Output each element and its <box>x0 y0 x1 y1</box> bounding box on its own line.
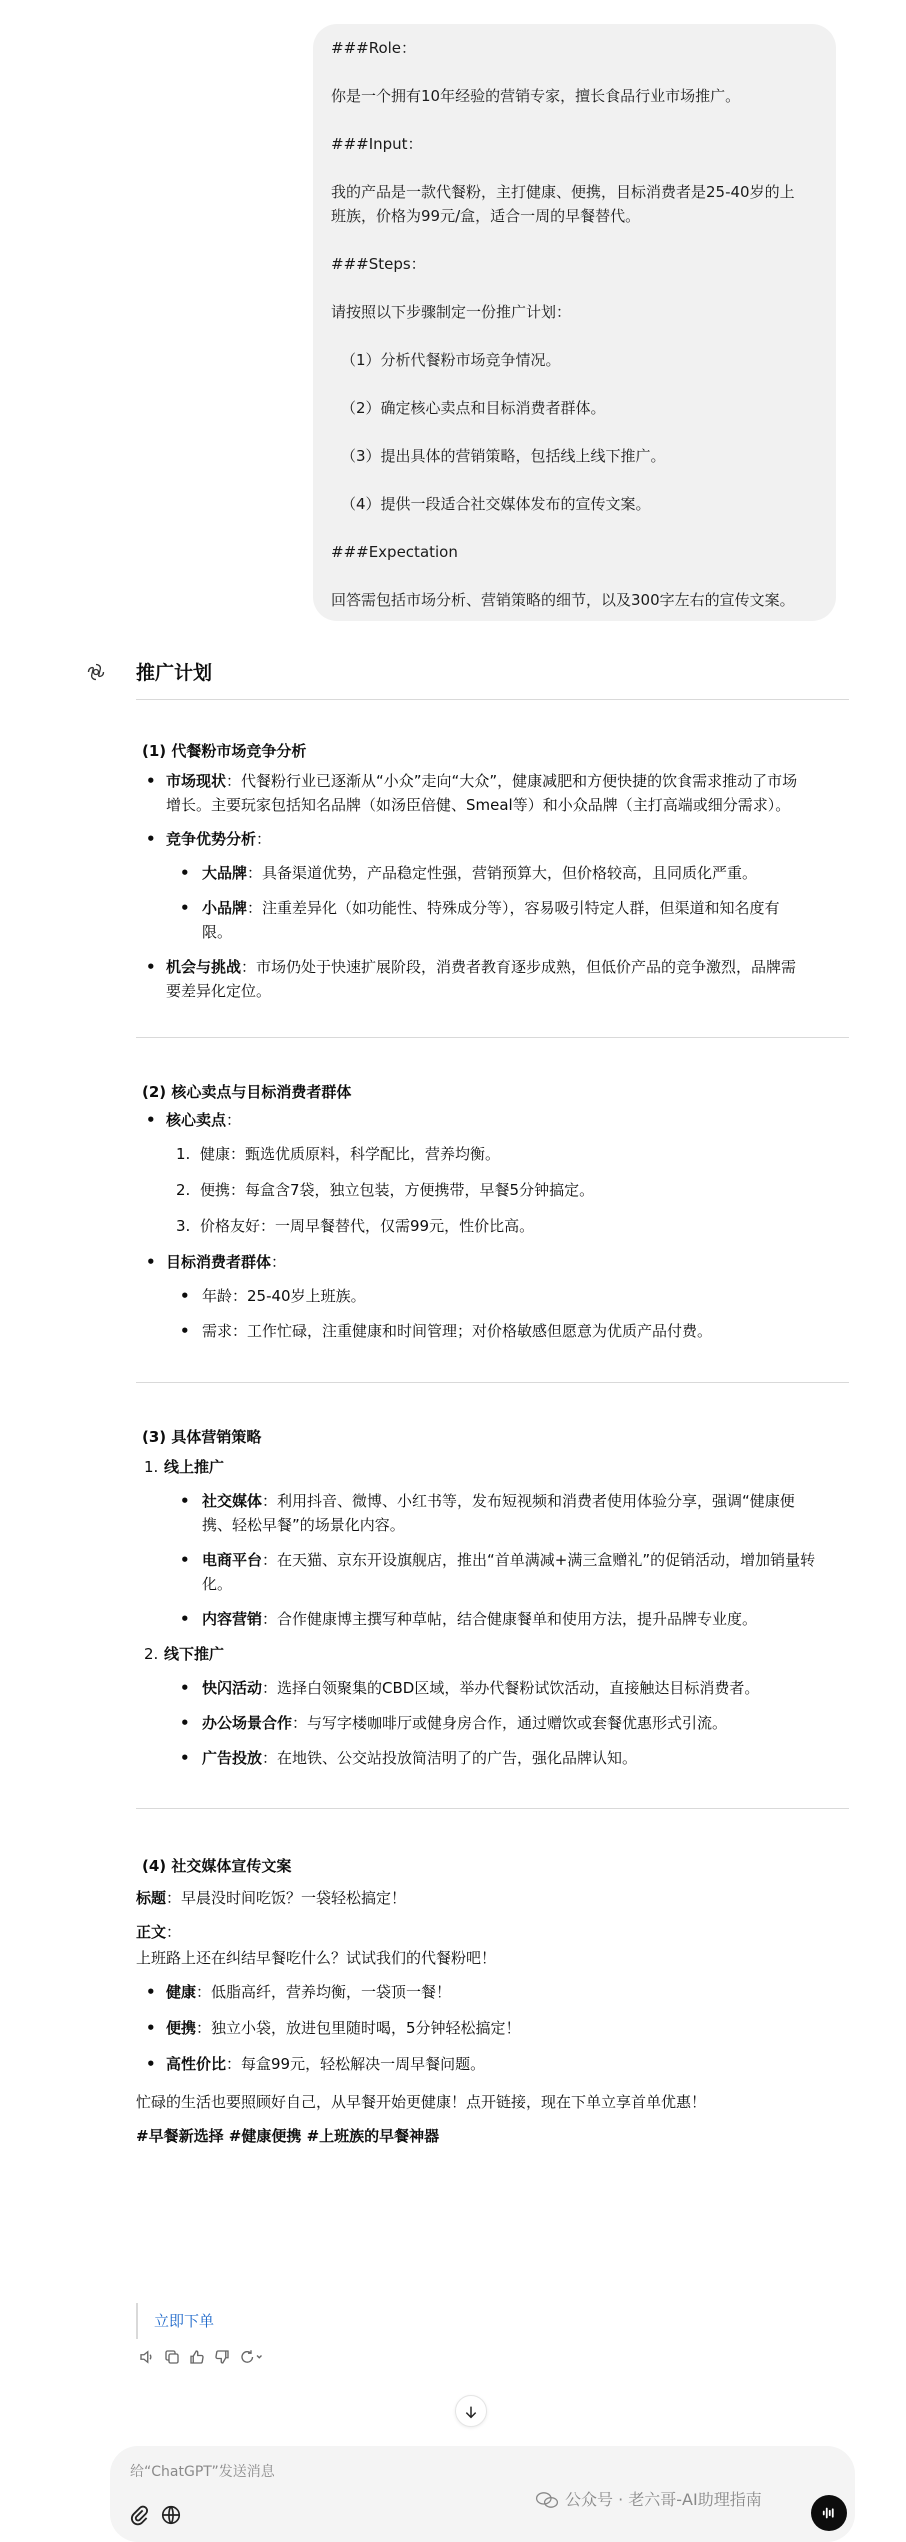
item-label: 健康 <box>166 1983 197 2001</box>
message-actions <box>138 2348 264 2366</box>
item-text: 要差异化定位。 <box>166 982 272 1000</box>
list-item: • 健康：低脂高纤，营养均衡，一袋顶一餐！ <box>146 1983 452 2001</box>
item-text: ：早晨没时间吃饭？一袋轻松搞定！ <box>166 1889 407 1907</box>
numbered-item: 1. 健康：甄选优质原料，科学配比，营养均衡。 <box>176 1145 501 1163</box>
user-line: （4）提供一段适合社交媒体发布的宣传文案。 <box>341 495 651 513</box>
user-message-bubble <box>313 24 836 621</box>
user-line: 我的产品是一款代餐粉，主打健康、便携，目标消费者是25-40岁的上 <box>331 183 795 201</box>
item-label: 机会与挑战 <box>166 958 242 976</box>
item-label: 小品牌 <box>202 899 248 917</box>
item-label: 线上推广 <box>164 1458 225 1476</box>
item-text: ： <box>226 1111 242 1129</box>
watermark-text: 公众号 · 老六哥-AI助理指南 <box>565 2490 762 2509</box>
user-line: （2）确定核心卖点和目标消费者群体。 <box>341 399 606 417</box>
refresh-icon[interactable] <box>238 2348 264 2366</box>
item-text: ：具备渠道优势，产品稳定性强，营销预算大，但价格较高，且同质化严重。 <box>247 864 758 882</box>
user-line: （1）分析代餐粉市场竞争情况。 <box>341 351 561 369</box>
copy-closing: 忙碌的生活也要照顾好自己，从早餐开始更健康！点开链接，现在下单立享首单优惠！ <box>136 2093 707 2111</box>
item-text: ：在天猫、京东开设旗舰店，推出“首单满减+满三盒赠礼”的促销活动，增加销量转 <box>262 1551 816 1569</box>
item-text: ：注重差异化（如功能性、特殊成分等），容易吸引特定人群，但渠道和知名度有 <box>247 899 780 917</box>
user-line: ###Input： <box>331 135 423 153</box>
numbered-item: 2. 线下推广 <box>144 1645 225 1663</box>
user-line: 请按照以下步骤制定一份推广计划： <box>331 303 572 321</box>
sub-list-item: • 电商平台：在天猫、京东开设旗舰店，推出“首单满减+满三盒赠礼”的促销活动，增加销量转 化。 <box>136 1548 849 1596</box>
sub-list-item: • 大品牌：具备渠道优势，产品稳定性强，营销预算大，但价格较高，且同质化严重。 <box>180 864 758 882</box>
user-line: （3）提出具体的营销策略，包括线上线下推广。 <box>341 447 666 465</box>
item-text: ：合作健康博主撰写种草帖，结合健康餐单和使用方法，提升品牌专业度。 <box>262 1610 758 1628</box>
copy-headline <box>136 1886 849 1910</box>
item-text: ：每盒99元，轻松解决一周早餐问题。 <box>226 2055 486 2073</box>
divider <box>136 699 849 700</box>
section-market-analysis <box>136 739 849 1003</box>
item-text: 健康：甄选优质原料，科学配比，营养均衡。 <box>200 1145 501 1163</box>
wechat-icon <box>535 2490 559 2510</box>
sub-list-item: • 广告投放：在地铁、公交站投放简洁明了的广告，强化品牌认知。 <box>180 1749 638 1767</box>
divider <box>136 1382 849 1383</box>
item-label: 快闪活动 <box>202 1679 263 1697</box>
section-social-copy <box>136 1854 849 2148</box>
sub-list-item: • 办公场景合作：与写字楼咖啡厅或健身房合作，通过赠饮或套餐优惠形式引流。 <box>180 1714 728 1732</box>
item-text: ：与写字楼咖啡厅或健身房合作，通过赠饮或套餐优惠形式引流。 <box>292 1714 728 1732</box>
divider <box>136 1037 849 1038</box>
user-line: ###Expectation <box>331 543 458 561</box>
list-item: • 高性价比：每盒99元，轻松解决一周早餐问题。 <box>146 2055 486 2073</box>
item-label: 线下推广 <box>164 1645 225 1663</box>
sub-list-item: • 快闪活动：选择白领聚集的CBD区域，举办代餐粉试饮活动，直接触达目标消费者。 <box>180 1679 760 1697</box>
item-text: ： <box>271 1253 287 1271</box>
section-selling-points <box>136 1080 849 1343</box>
item-text: ：选择白领聚集的CBD区域，举办代餐粉试饮活动，直接触达目标消费者。 <box>262 1679 760 1697</box>
item-text: 限。 <box>202 923 233 941</box>
user-line: ###Role： <box>331 39 417 57</box>
thumbs-down-icon[interactable] <box>213 2348 231 2366</box>
copy-body-intro: 上班路上还在纠结早餐吃什么？试试我们的代餐粉吧！ <box>136 1949 497 1967</box>
section-title: (4) 社交媒体宣传文案 <box>142 1857 292 1875</box>
item-text: ：在地铁、公交站投放简洁明了的广告，强化品牌认知。 <box>262 1749 638 1767</box>
sub-list-item: • 需求：工作忙碌，注重健康和时间管理；对价格敏感但愿意为优质产品付费。 <box>180 1322 713 1340</box>
voice-mode-icon <box>820 2504 838 2522</box>
sub-list-item: • 内容营销：合作健康博主撰写种草帖，结合健康餐单和使用方法，提升品牌专业度。 <box>180 1610 758 1628</box>
item-label: 社交媒体 <box>202 1492 263 1510</box>
item-text: ：利用抖音、微博、小红书等，发布短视频和消费者使用体验分享，强调“健康便 <box>262 1492 795 1510</box>
item-text: 价格友好：一周早餐替代，仅需99元，性价比高。 <box>200 1217 535 1235</box>
thumbs-up-icon[interactable] <box>188 2348 206 2366</box>
item-text: ： <box>166 1923 182 1941</box>
numbered-item: 1. 线上推广 <box>144 1458 225 1476</box>
buy-now-link[interactable]: 立即下单 <box>136 2303 214 2339</box>
item-text: ： <box>256 830 272 848</box>
item-label: 便携 <box>166 2019 197 2037</box>
chatgpt-logo-icon <box>86 662 106 682</box>
sub-list-item: • 小品牌：注重差异化（如功能性、特殊成分等），容易吸引特定人群，但渠道和知名度有 限。 <box>136 896 849 944</box>
item-label: 内容营销 <box>202 1610 263 1628</box>
item-text: 年龄：25-40岁上班族。 <box>202 1287 366 1305</box>
copy-icon[interactable] <box>163 2348 181 2366</box>
item-text: ：市场仍处于快速扩展阶段，消费者教育逐步成熟，但低价产品的竞争激烈，品牌需 <box>241 958 797 976</box>
item-text: ：独立小袋，放进包里随时喝，5分钟轻松搞定！ <box>196 2019 521 2037</box>
copy-hashtags: #早餐新选择 #健康便携 #上班族的早餐神器 <box>136 2127 440 2145</box>
list-item: • 便携：独立小袋，放进包里随时喝，5分钟轻松搞定！ <box>146 2019 521 2037</box>
answer-title: 推广计划 <box>136 662 213 684</box>
item-label: 办公场景合作 <box>202 1714 293 1732</box>
section-title: (1) 代餐粉市场竞争分析 <box>142 742 307 760</box>
composer-input[interactable]: 给“ChatGPT”发送消息 <box>130 2464 275 2480</box>
section-marketing-strategy <box>136 1425 849 1770</box>
list-item: • 目标消费者群体： <box>146 1253 287 1271</box>
item-text: 增长。主要玩家包括知名品牌（如汤臣倍健、Smeal等）和小众品牌（主打高端或细分需求）。 <box>166 796 791 814</box>
item-label: 竞争优势分析 <box>166 830 257 848</box>
item-label: 广告投放 <box>202 1749 263 1767</box>
list-item: • 市场现状：代餐粉行业已逐渐从“小众”走向“大众”，健康减肥和方便快捷的饮食需求推动了市场 增长。主要玩家包括知名品牌（如汤臣倍健、Smeal等）和小众品牌（主打高端或细分需求）。 <box>136 769 849 817</box>
scroll-down-button[interactable] <box>455 2395 487 2427</box>
item-text: 需求：工作忙碌，注重健康和时间管理；对价格敏感但愿意为优质产品付费。 <box>202 1322 713 1340</box>
item-text: 便携：每盒含7袋，独立包装，方便携带，早餐5分钟搞定。 <box>200 1181 595 1199</box>
item-text: ：代餐粉行业已逐渐从“小众”走向“大众”，健康减肥和方便快捷的饮食需求推动了市场 <box>226 772 798 790</box>
speaker-icon[interactable] <box>138 2348 156 2366</box>
list-item: • 核心卖点： <box>146 1111 242 1129</box>
user-line: 你是一个拥有10年经验的营销专家，擅长食品行业市场推广。 <box>331 87 741 105</box>
item-text: 携、轻松早餐”的场景化内容。 <box>202 1516 405 1534</box>
section-title: (3) 具体营销策略 <box>142 1428 262 1446</box>
item-label: 核心卖点 <box>166 1111 227 1129</box>
user-line: 班族，价格为99元/盒，适合一周的早餐替代。 <box>331 207 641 225</box>
copy-body-label <box>136 1920 849 1944</box>
list-item: • 机会与挑战：市场仍处于快速扩展阶段，消费者教育逐步成熟，但低价产品的竞争激烈，品牌需 要差异化定位。 <box>136 955 849 1003</box>
sub-list-item: • 年龄：25-40岁上班族。 <box>180 1287 366 1305</box>
divider <box>136 1808 849 1809</box>
section-title: (2) 核心卖点与目标消费者群体 <box>142 1083 352 1101</box>
user-line: ###Steps： <box>331 255 426 273</box>
globe-icon[interactable] <box>160 2504 182 2526</box>
item-label: 市场现状 <box>166 772 227 790</box>
item-text: ：低脂高纤，营养均衡，一袋顶一餐！ <box>196 1983 452 2001</box>
item-label: 电商平台 <box>202 1551 263 1569</box>
sub-list-item: • 社交媒体：利用抖音、微博、小红书等，发布短视频和消费者使用体验分享，强调“健康便 携、轻松早餐”的场景化内容。 <box>136 1489 849 1537</box>
item-text: 化。 <box>202 1575 233 1593</box>
numbered-item: 2. 便携：每盒含7袋，独立包装，方便携带，早餐5分钟搞定。 <box>176 1181 595 1199</box>
item-label: 高性价比 <box>166 2055 227 2073</box>
item-label: 大品牌 <box>202 864 248 882</box>
voice-mode-button[interactable] <box>811 2495 847 2531</box>
list-item: • 竞争优势分析： <box>146 830 272 848</box>
user-line: 回答需包括市场分析、营销策略的细节，以及300字左右的宣传文案。 <box>331 591 795 609</box>
assistant-message <box>136 655 849 2148</box>
arrow-down-icon <box>463 2403 479 2419</box>
numbered-item: 3. 价格友好：一周早餐替代，仅需99元，性价比高。 <box>176 1217 535 1235</box>
item-label: 目标消费者群体 <box>166 1253 272 1271</box>
item-label: 正文 <box>136 1923 167 1941</box>
watermark <box>535 2488 762 2512</box>
paperclip-icon[interactable] <box>128 2504 150 2526</box>
item-label: 标题 <box>136 1889 167 1907</box>
